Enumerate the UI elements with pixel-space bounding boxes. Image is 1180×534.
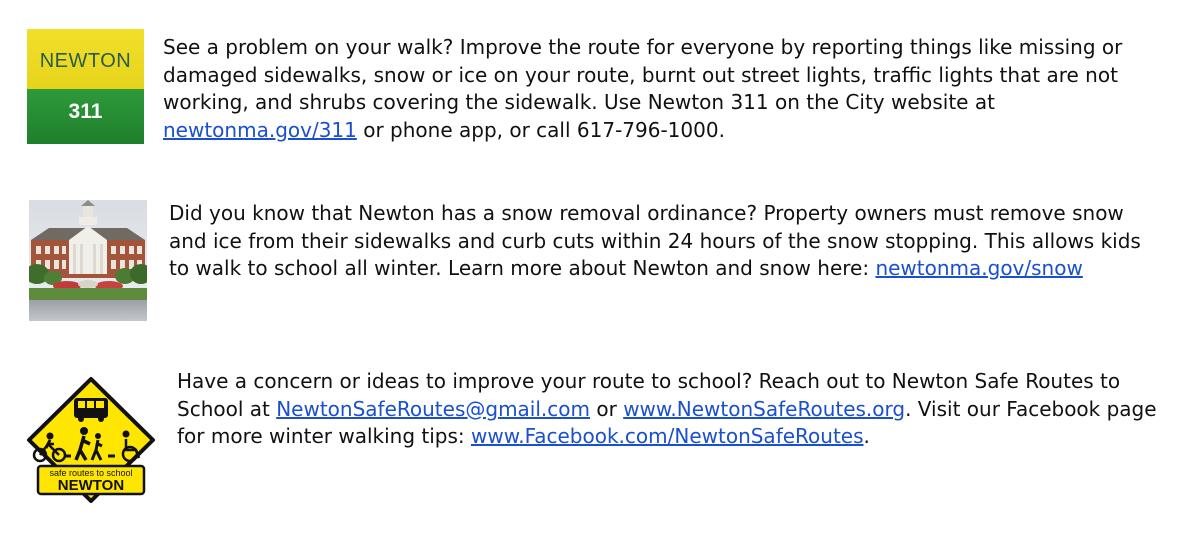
- city-hall-illustration: [29, 200, 147, 321]
- paragraph-srts-text3: . Visit our Facebook page for more winter walking tips:: [177, 396, 1157, 448]
- website-link[interactable]: www.NewtonSafeRoutes.org: [623, 396, 906, 421]
- paragraph-srts-text1: Have a concern or ideas to improve your route to school? Reach out to Newton Safe Routes to School at: [177, 369, 1121, 421]
- paragraph-srts-text2: or: [590, 396, 624, 421]
- paragraph-snow: [169, 200, 1159, 283]
- newton-311-logo: [27, 29, 144, 144]
- paragraph-311-text: See a problem on your walk? Improve the route for everyone by reporting things like missing or damaged sidewalks, snow or ice on your route, burnt out street lights, traffic lights that are not working, and shrubs covering the sidewalk. Use Newton 311 on the City website at: [163, 35, 1123, 114]
- logo-311-line2: 311: [68, 100, 103, 123]
- safe-routes-to-school-logo: [26, 376, 156, 504]
- newton-311-link[interactable]: newtonma.gov/311: [163, 117, 357, 142]
- paragraph-srts-text4: .: [863, 424, 870, 448]
- paragraph-311: [163, 34, 1153, 144]
- srts-name: NEWTON: [57, 477, 125, 494]
- paragraph-snow-text: Did you know that Newton has a snow removal ordinance? Property owners must remove snow and ice from their sidewalks and curb cuts within 24 hours of the snow stopping. This allows kids to walk to school all winter. Learn more about Newton and snow here:: [169, 201, 1141, 280]
- email-link[interactable]: NewtonSafeRoutes@gmail.com: [276, 396, 590, 421]
- srts-tagline: safe routes to school: [49, 468, 133, 478]
- newton-city-hall-photo: [29, 200, 147, 321]
- paragraph-srts: [177, 368, 1162, 451]
- paragraph-311-text-end: or phone app, or call 617-796-1000.: [356, 117, 725, 142]
- facebook-link[interactable]: www.Facebook.com/NewtonSafeRoutes: [470, 424, 864, 448]
- newton-snow-link[interactable]: newtonma.gov/snow: [875, 256, 1083, 280]
- logo-311-line1: NEWTON: [39, 50, 132, 72]
